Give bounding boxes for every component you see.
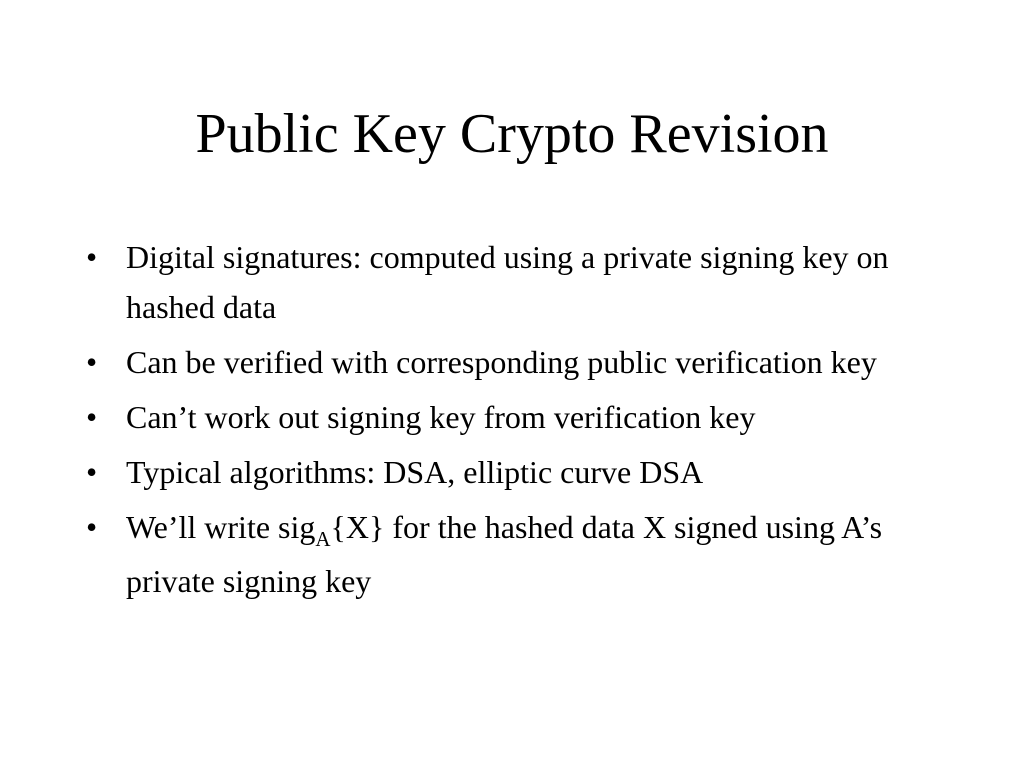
bullet-item — [86, 232, 946, 332]
bullet-text: Digital signatures: computed using a private signing key on hashed data — [126, 239, 889, 325]
bullet-item — [86, 392, 946, 442]
bullet-list — [86, 232, 946, 611]
bullet-icon: • — [86, 454, 98, 490]
bullet-text: Can’t work out signing key from verification key — [126, 399, 756, 435]
bullet-item — [86, 447, 946, 497]
subscript-a: A — [315, 527, 331, 551]
bullet-icon: • — [86, 344, 98, 380]
bullet-item — [86, 502, 946, 606]
bullet-icon: • — [86, 509, 98, 545]
bullet-text-after: {X} for the hashed data X signed using A’s private signing key — [126, 509, 883, 599]
bullet-icon: • — [86, 239, 98, 275]
bullet-item — [86, 337, 946, 387]
bullet-icon: • — [86, 399, 98, 435]
slide-title: Public Key Crypto Revision — [195, 103, 829, 165]
bullet-text: Typical algorithms: DSA, elliptic curve DSA — [126, 454, 704, 490]
bullet-text: Can be verified with corresponding public verification key — [126, 344, 877, 380]
bullet-text-before: We’ll write sig — [126, 509, 316, 545]
